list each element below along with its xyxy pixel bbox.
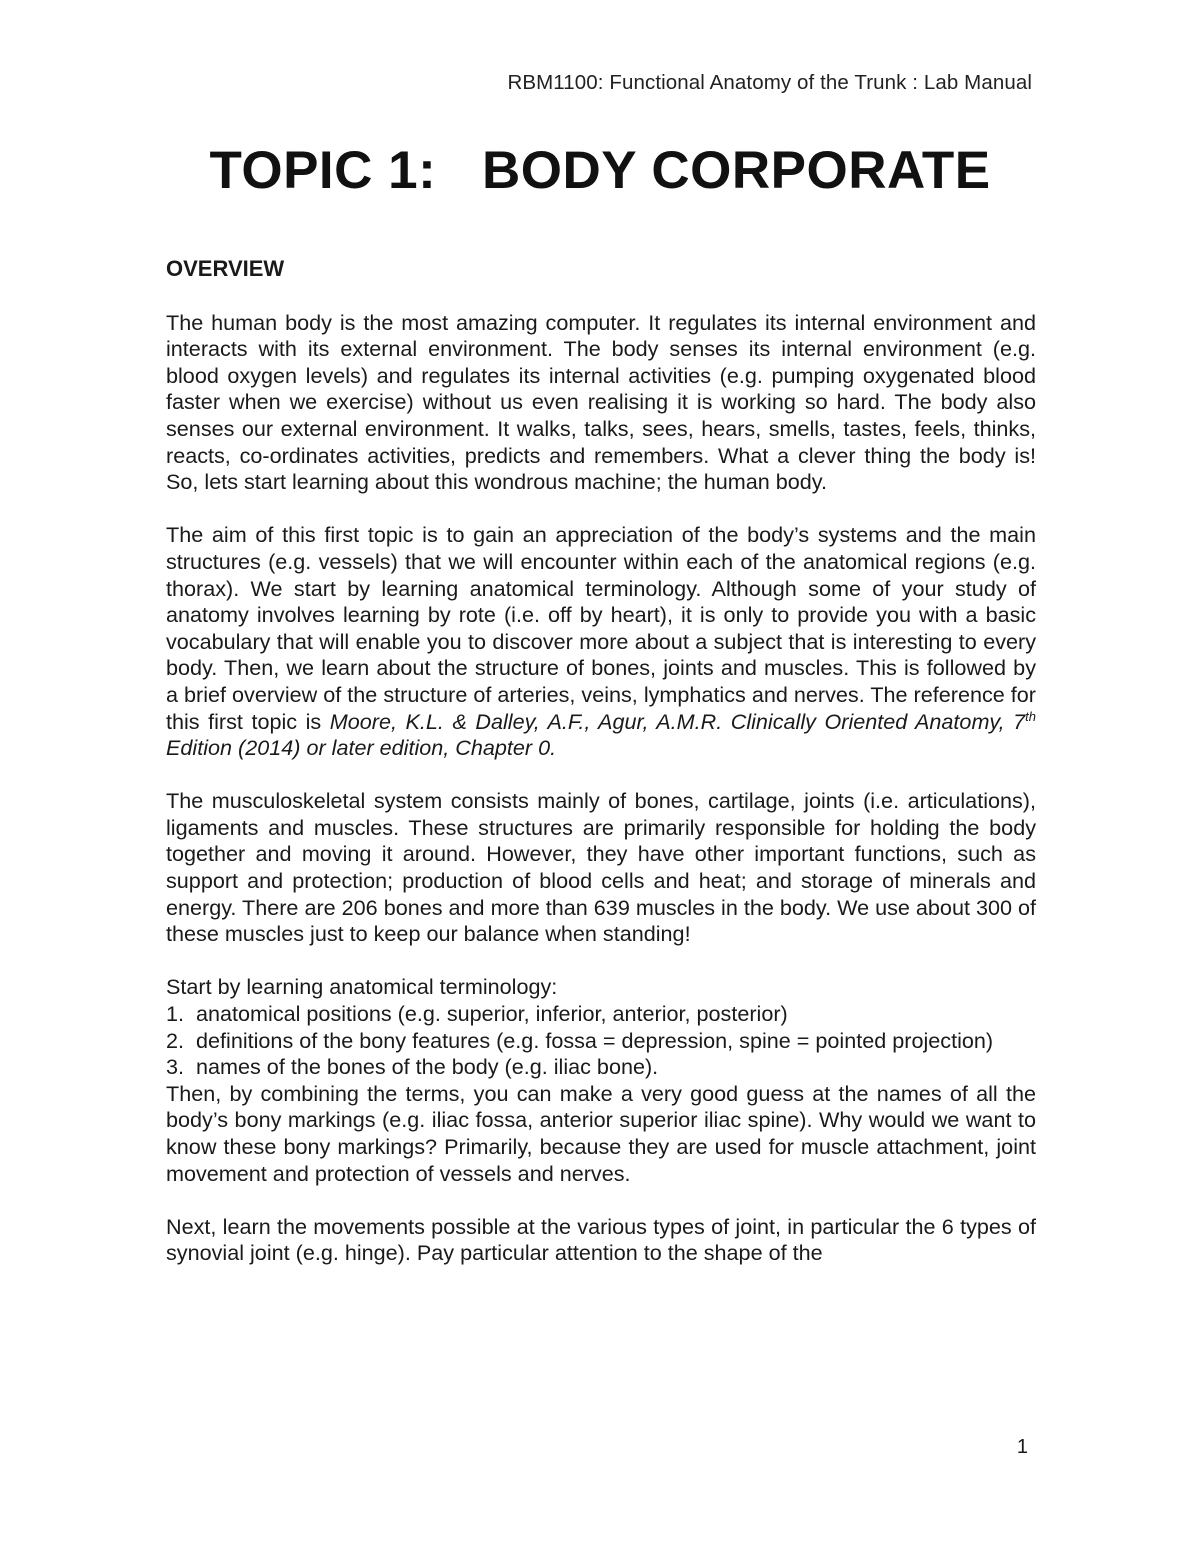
terminology-block: [166, 974, 1036, 1187]
list-item: [166, 1054, 1036, 1081]
running-header: RBM1100: Functional Anatomy of the Trunk : Lab Manual: [507, 71, 1032, 94]
list-number: 3.: [166, 1054, 185, 1080]
paragraph-aim-text: The aim of this first topic is to gain an appreciation of the body’s systems and the main structures (e.g. vessels) that we will encounter within each of the anatomical regions (e.g. thorax). We start by learning anatomical terminology. Although some of your study of anatomy involves learning by rote (i.e. off by heart), it is only to provide you with a basic vocabulary that will enable you to discover more about a subject that is interesting to every body. Then, we learn about the structure of bones, joints and muscles. This is followed by a brief overview of the structure of arteries, veins, lymphatics and nerves. The reference for this first topic is: [166, 522, 1036, 734]
list-text: names of the bones of the body (e.g. iliac bone).: [196, 1054, 659, 1080]
paragraph-musculoskeletal: The musculoskeletal system consists mainly of bones, cartilage, joints (i.e. articulations), ligaments and muscles. These structures are primarily responsible for holding the body together and moving it around. However, they have other important functions, such as support and protection; production of blood cells and heat; and storage of minerals and energy. There are 206 bones and more than 639 muscles in the body. We use about 300 of these muscles just to keep our balance when standing!: [166, 788, 1036, 947]
list-text: anatomical positions (e.g. superior, inferior, anterior, posterior): [196, 1001, 788, 1027]
overview-heading: OVERVIEW: [166, 256, 285, 281]
terminology-intro: Start by learning anatomical terminology:: [166, 974, 558, 1000]
list-number: 1.: [166, 1001, 185, 1027]
terminology-followup: Then, by combining the terms, you can make a very good guess at the names of all the body’s bony markings (e.g. iliac fossa, anterior superior iliac spine). Why would we want to know these bony markings? Primarily, because they are used for muscle attachment, joint movement and protection of vessels and nerves.: [166, 1080, 1036, 1186]
list-item: [166, 1028, 1036, 1055]
reference-citation-a: Moore, K.L. & Dalley, A.F., Agur, A.M.R. Clinically Oriented Anatomy, 7: [329, 708, 1026, 734]
list-item: [166, 1001, 1036, 1028]
paragraph-aim: [166, 522, 1036, 761]
paragraph-movements: Next, learn the movements possible at the various types of joint, in particular the 6 types of synovial joint (e.g. hinge). Pay particular attention to the shape of the: [166, 1213, 1036, 1266]
list-text: definitions of the bony features (e.g. fossa = depression, spine = pointed projection): [196, 1027, 994, 1053]
page-number: 1: [1016, 1436, 1028, 1458]
reference-edition-superscript: th: [1025, 708, 1037, 724]
list-number: 2.: [166, 1027, 185, 1053]
body-content: [166, 256, 1036, 1267]
paragraph-intro: The human body is the most amazing computer. It regulates its internal environment and interacts with its external environment. The body senses its internal environment (e.g. blood oxygen levels) and regulates its internal activities (e.g. pumping oxygenated blood faster when we exercise) without us even realising it is working so hard. The body also senses our external environment. It walks, talks, sees, hears, smells, tastes, feels, thinks, reacts, co-ordinates activities, predicts and remembers. What a clever thing the body is! So, lets start learning about this wondrous machine; the human body.: [166, 309, 1036, 495]
topic-title: TOPIC 1: BODY CORPORATE: [209, 141, 991, 200]
terminology-list: [166, 1001, 1036, 1081]
reference-citation-b: Edition (2014) or later edition, Chapter 0.: [166, 735, 557, 761]
